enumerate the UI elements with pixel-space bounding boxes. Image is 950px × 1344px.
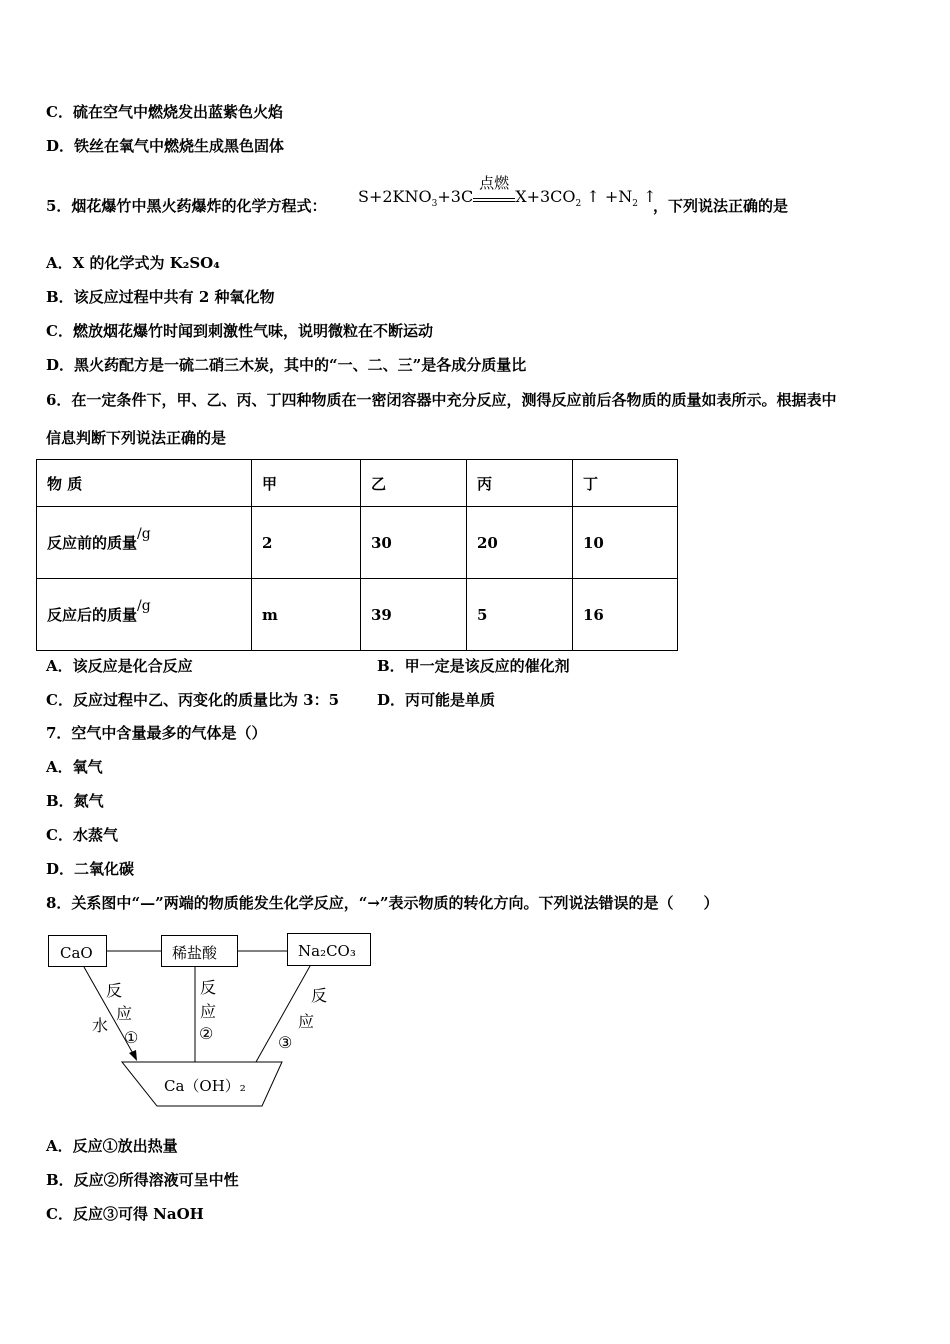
table-row-label: 反应前的质量/g [37, 507, 252, 579]
label-r3-a: 反 [311, 986, 328, 1005]
arrowhead-1 [129, 1050, 137, 1061]
label-cao: CaO [60, 944, 93, 962]
eq-sub-2: 2 [575, 199, 582, 210]
unit-label: /g [137, 526, 151, 542]
q6-stem-line1: 6．在一定条件下，甲、乙、丙、丁四种物质在一密闭容器中充分反应，测得反应前后各物质的质量如表所示。根据表中 [46, 391, 837, 409]
label-r1-a: 反 [106, 981, 123, 1000]
label-r2-a: 反 [200, 978, 217, 997]
unit-label: /g [137, 598, 151, 614]
table-header-cell: 甲 [252, 460, 361, 507]
q7-option-b: B．氮气 [46, 792, 104, 810]
table-cell: 39 [361, 579, 467, 651]
q7-option-d: D．二氧化碳 [46, 860, 135, 878]
table-header-cell: 物 质 [37, 460, 252, 507]
q6-option-b: B．甲一定是该反应的催化剂 [377, 657, 570, 675]
q8-option-a: A．反应①放出热量 [46, 1137, 178, 1155]
label-r2-num: ② [199, 1024, 214, 1043]
eq-mid: +3C [437, 187, 474, 206]
q7-stem: 7．空气中含量最多的气体是（） [46, 724, 267, 742]
label-hcl: 稀盐酸 [172, 944, 218, 962]
table-header-cell: 丁 [573, 460, 678, 507]
eq-arrow-2: ↑ [643, 187, 657, 206]
q8-option-b: B．反应②所得溶液可呈中性 [46, 1171, 239, 1189]
q5-option-a: A．X 的化学式为 K₂SO₄ [46, 254, 220, 272]
table-cell: m [252, 579, 361, 651]
label-r3-num: ③ [278, 1033, 293, 1052]
q5-stem-prefix: 5．烟花爆竹中黑火药爆炸的化学方程式： [46, 197, 327, 215]
label-r1-b: 应 [116, 1004, 133, 1023]
eq-sub-3: 2 [632, 199, 638, 210]
eq-condition: 点燃 [479, 174, 510, 192]
table-cell: 10 [573, 507, 678, 579]
eq-right: X+3CO [515, 187, 576, 206]
eq-arrow-1: ↑ +N [586, 187, 633, 206]
label-r3-b: 应 [298, 1012, 315, 1031]
q5-option-d: D．黑火药配方是一硫二硝三木炭，其中的“一、二、三”是各成分质量比 [46, 356, 527, 374]
label-r2-b: 应 [200, 1002, 217, 1021]
q8-option-c: C．反应③可得 NaOH [46, 1205, 204, 1223]
q6-option-c: C．反应过程中乙、丙变化的质量比为 3：5 [46, 691, 340, 709]
q4-option-c: C．硫在空气中燃烧发出蓝紫色火焰 [46, 103, 283, 121]
q5-stem-suffix: ，下列说法正确的是 [653, 197, 789, 215]
table-header-cell: 乙 [361, 460, 467, 507]
q5-option-c: C．燃放烟花爆竹时闻到刺激性气味，说明微粒在不断运动 [46, 322, 433, 340]
eq-sub-1: 3 [431, 199, 438, 210]
label-water: 水 [92, 1016, 109, 1035]
q8-stem: 8．关系图中“—”两端的物质能发生化学反应，“→”表示物质的转化方向。下列说法错误的是（ ） [46, 894, 719, 912]
q6-stem-line2: 信息判断下列说法正确的是 [46, 429, 227, 447]
table-cell: 30 [361, 507, 467, 579]
table-cell: 5 [467, 579, 573, 651]
label-caoh2: Ca（OH）₂ [164, 1077, 246, 1095]
table-cell: 20 [467, 507, 573, 579]
q5-option-b: B．该反应过程中共有 2 种氧化物 [46, 288, 275, 306]
q4-option-d: D．铁丝在氧气中燃烧生成黑色固体 [46, 137, 285, 155]
table-cell: 2 [252, 507, 361, 579]
q6-option-a: A．该反应是化合反应 [46, 657, 193, 675]
q7-option-c: C．水蒸气 [46, 826, 118, 844]
q6-option-d: D．丙可能是单质 [377, 691, 496, 709]
eq-left: S+2KNO [358, 187, 432, 206]
q7-option-a: A．氧气 [46, 758, 103, 776]
table-header-cell: 丙 [467, 460, 573, 507]
label-r1-num: ① [124, 1028, 139, 1047]
label-na2co3: Na₂CO₃ [298, 942, 356, 960]
table-row-label: 反应后的质量/g [37, 579, 252, 651]
table-cell: 16 [573, 579, 678, 651]
